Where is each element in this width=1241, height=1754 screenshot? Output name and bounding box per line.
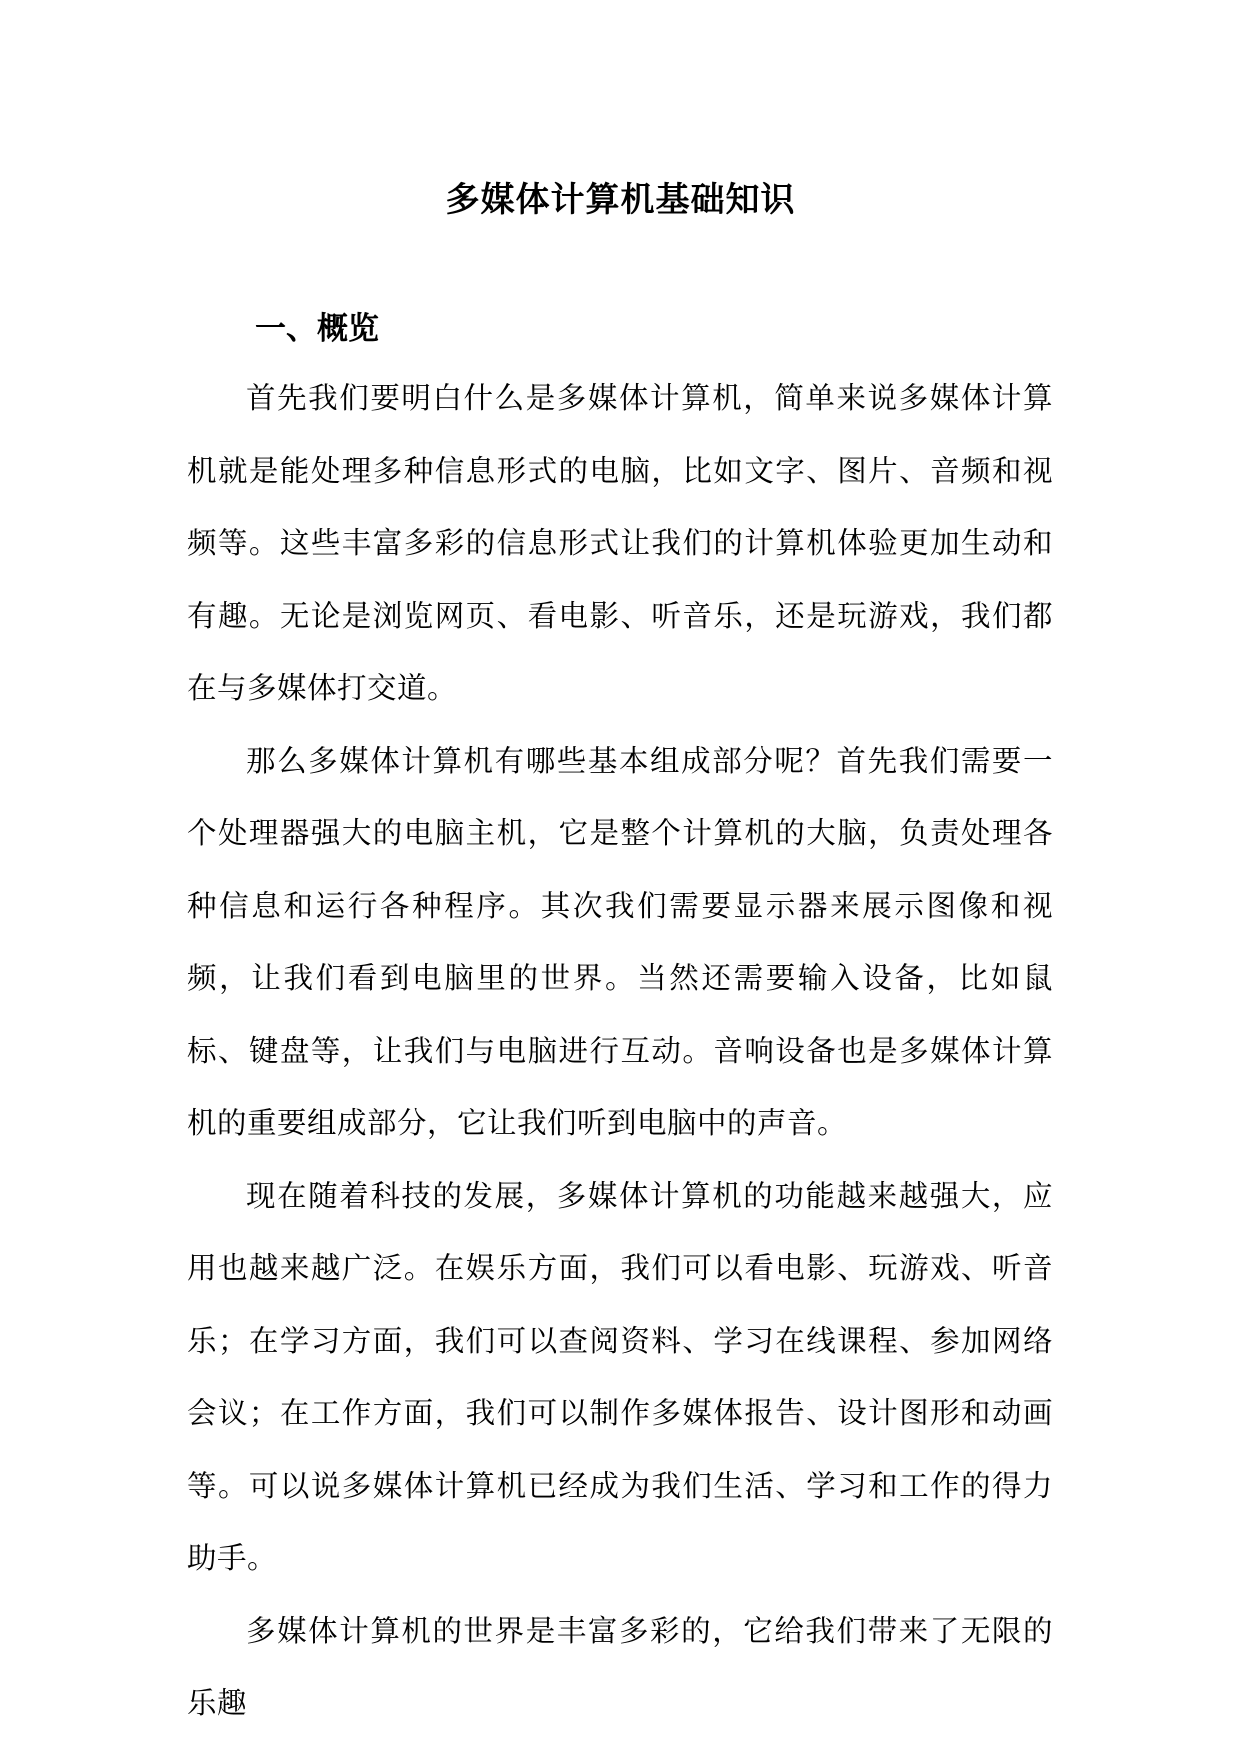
paragraph-3: 现在随着科技的发展，多媒体计算机的功能越来越强大，应用也越来越广泛。在娱乐方面，我们可以看电影、玩游戏、听音乐；在学习方面，我们可以查阅资料、学习在线课程、参加网络会议；在工作方面，我们可以制作多媒体报告、设计图形和动画等。可以说多媒体计算机已经成为我们生活、学习和工作的得力助手。 bbox=[187, 1178, 1053, 1575]
body-text bbox=[187, 362, 1053, 1740]
section-heading-overview: 一、概览 bbox=[255, 310, 379, 347]
paragraph-2: 那么多媒体计算机有哪些基本组成部分呢？首先我们需要一个处理器强大的电脑主机，它是整个计算机的大脑，负责处理各种信息和运行各种程序。其次我们需要显示器来展示图像和视频，让我们看到电脑里的世界。当然还需要输入设备，比如鼠标、键盘等，让我们与电脑进行互动。音响设备也是多媒体计算机的重要组成部分，它让我们听到电脑中的声音。 bbox=[187, 743, 1053, 1140]
paragraph-1: 首先我们要明白什么是多媒体计算机，简单来说多媒体计算机就是能处理多种信息形式的电脑，比如文字、图片、音频和视频等。这些丰富多彩的信息形式让我们的计算机体验更加生动和有趣。无论是浏览网页、看电影、听音乐，还是玩游戏，我们都在与多媒体打交道。 bbox=[187, 381, 1053, 705]
paragraph-4: 多媒体计算机的世界是丰富多彩的，它给我们带来了无限的乐趣 bbox=[187, 1613, 1053, 1720]
document-title: 多媒体计算机基础知识 bbox=[445, 179, 796, 220]
